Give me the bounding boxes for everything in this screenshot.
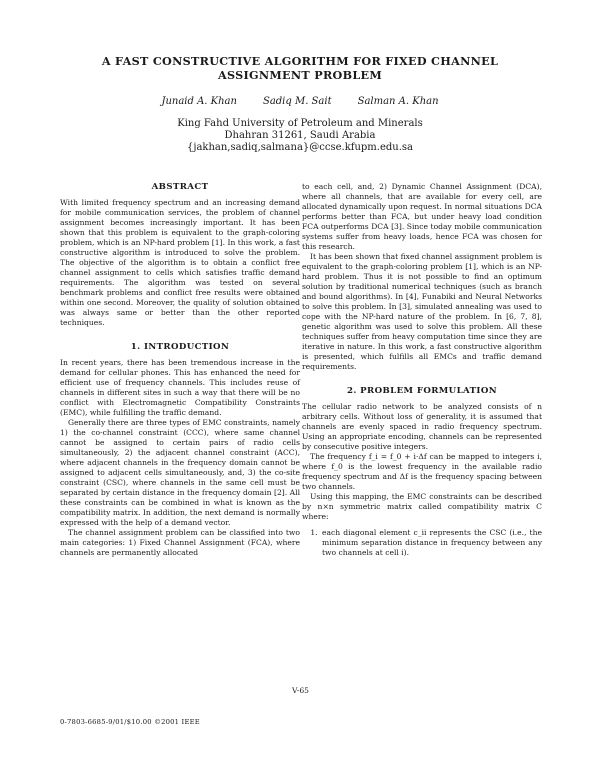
problem-paragraph: The frequency f_i = f_0 + i·Δf can be mapped to integers i, where f_0 is the lowest frequency in the available radio frequency spectrum and Δf is the frequency spacing between two channels. (302, 452, 542, 491)
abstract-text: With limited frequency spectrum and an increasing demand for mobile communication services, the problem of channel assignment becomes increasingly important. It has been shown that this problem is equivalent to the graph-coloring problem, which is an NP-hard problem [1]. In this work, a fast constructive algorithm is introduced to solve the problem. The objective of the algorithm is to obtain a conflict free channel assignment to cells which satisfies traffic demand requirements. The algorithm was tested on several benchmark problems and conflict free results were obtained within one second. Moreover, the quality of solution obtained was always same or better than the other reported techniques. (60, 198, 300, 327)
author-name: Sadiq M. Sait (262, 96, 332, 107)
intro-paragraph: Generally there are three types of EMC constraints, namely 1) the co-channel constraint (CCC), where same channel cannot be assigned to certain pairs of radio cells simultaneously, 2) the adjacent channel constraint (ACC), where adjacent channels in the frequency domain cannot be assigned to adjacent cells simultaneously, and, 3) the co-site constraint (CSC), where channels in the same cell must be separated by certain distance in the frequency domain [2]. All these constraints can be combined in what is known as the compatibility matrix. In addition, the next demand is normally expressed with the help of a demand vector. (60, 418, 300, 527)
author-name: Junaid A. Khan (161, 96, 237, 107)
constraint-list (302, 528, 542, 558)
affiliation-address: Dhahran 31261, Saudi Arabia (224, 130, 376, 141)
problem-paragraph: Using this mapping, the EMC constraints can be described by n×n symmetric matrix called compatibility matrix C where: (302, 492, 542, 521)
affiliation-email: {jakhan,sadiq,salmana}@ccse.kfupm.edu.sa (186, 142, 413, 153)
page-number: V-65 (292, 686, 310, 695)
list-item: 1. each diagonal element c_ii represents the CSC (i.e., the minimum separation distance in frequency between any two channels at cell i). (320, 528, 542, 558)
intro-continued-paragraph: It has been shown that fixed channel assignment problem is equivalent to the graph-coloring problem [1], which is an NP-hard problem. Thus it is not possible to find an optimum solution by traditional numerical techniques (such as branch and bound algorithms). In [4], Funabiki and Neural Networks to solve this problem. In [3], simulated annealing was used to cope with the NP-hard nature of the problem. In [6, 7, 8], genetic algorithm was used to solve this problem. All these techniques suffer from heavy computation time since they are iterative in nature. In this work, a fast constructive algorithm is presented, which fulfills all EMCs and traffic demand requirements. (302, 252, 542, 371)
intro-continued-paragraph: to each cell, and, 2) Dynamic Channel Assignment (DCA), where all channels, that are available for every cell, are allocated dynamically upon request. In normal situations DCA performs better than FCA, but under heavy load condition FCA outperforms DCA [3]. Since today mobile communication systems suffer from heavy loads, hence FCA was chosen for this research. (302, 182, 542, 251)
intro-paragraph: In recent years, there has been tremendous increase in the demand for cellular phones. This has enhanced the need for efficient use of frequency channels. This includes reuse of channels in different sites in such a way that there will be no conflict with Electromagnetic Compatibility Constraints (EMC), while fulfilling the traffic demand. (60, 358, 300, 417)
intro-paragraph: The channel assignment problem can be classified into two main categories: 1) Fixed Channel Assignment (FCA), where channels are permanently allocated (60, 528, 300, 557)
author-name: Salman A. Khan (357, 96, 439, 107)
affiliation-university: King Fahd University of Petroleum and Minerals (177, 118, 423, 129)
introduction-heading: 1. INTRODUCTION (130, 342, 230, 352)
paper-title: A FAST CONSTRUCTIVE ALGORITHM FOR FIXED CHANNEL ASSIGNMENT PROBLEM (101, 54, 499, 82)
author-list (100, 96, 500, 107)
copyright-footer: 0-7803-6685-9/01/$10.00 ©2001 IEEE (60, 718, 200, 726)
affiliation (120, 118, 480, 154)
left-column (60, 182, 300, 558)
abstract-heading: ABSTRACT (151, 182, 209, 192)
right-column (302, 182, 542, 558)
problem-formulation-heading: 2. PROBLEM FORMULATION (347, 386, 497, 396)
problem-paragraph: The cellular radio network to be analyzed consists of n arbitrary cells. Without loss of generality, it is assumed that channels are evenly spaced in radio frequency spectrum. Using an appropriate encoding, channels can be represented by consecutive positive integers. (302, 402, 542, 451)
